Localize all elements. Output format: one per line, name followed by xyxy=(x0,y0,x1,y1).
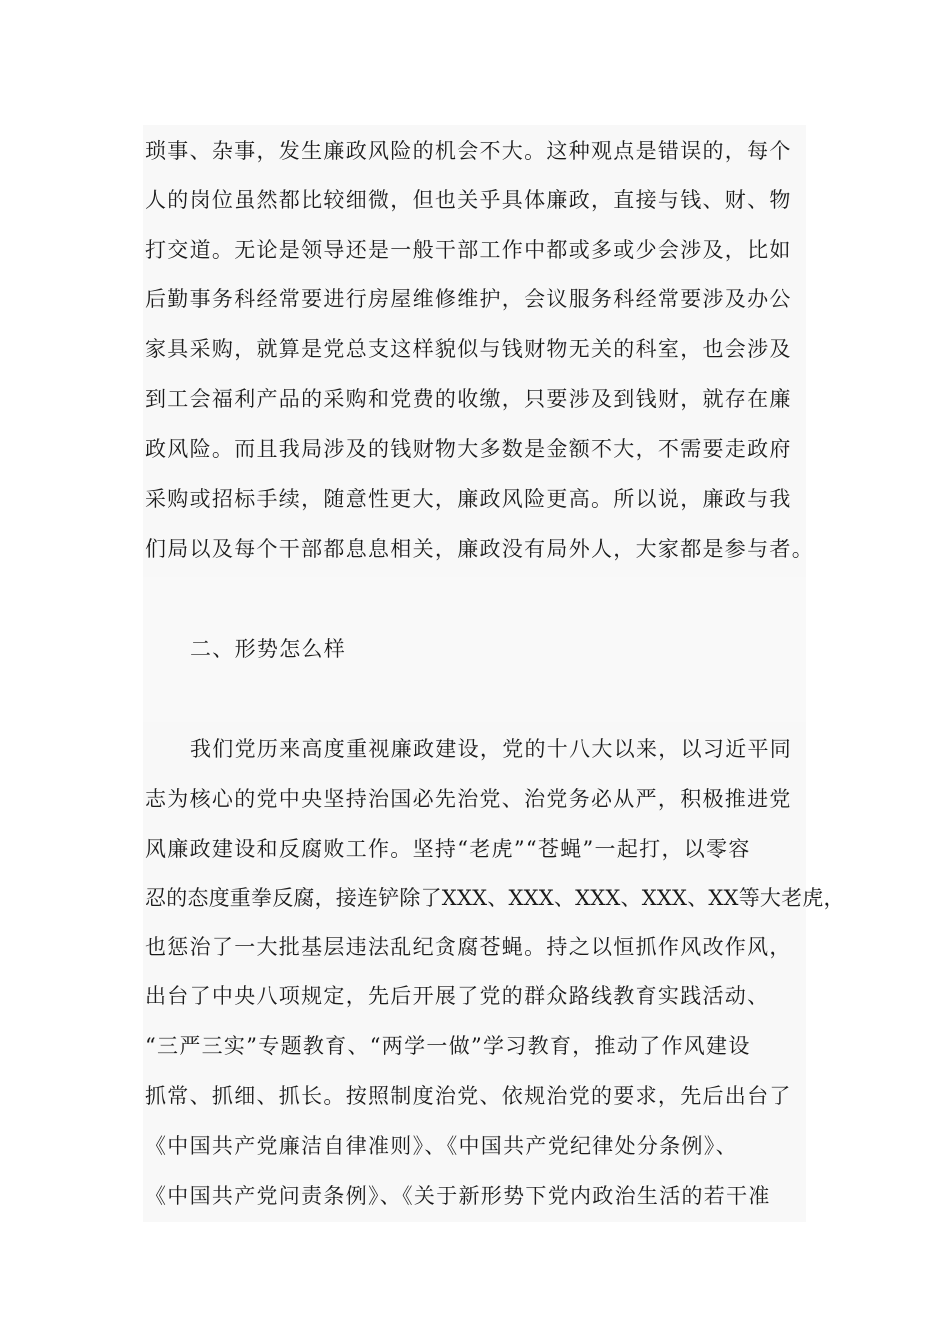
paragraph-line: 《中国共产党廉洁自律准则》、《中国共产党纪律处分条例》、 xyxy=(145,1134,738,1158)
paragraph-line: “三严三实”专题教育、“两学一做”学习教育，推动了作风建设 xyxy=(145,1034,751,1058)
paragraph-line: 忍的态度重拳反腐，接连铲除了XXX、XXX、XXX、XXX、XX等大老虎， xyxy=(145,886,845,910)
paragraph-line: 打交道。无论是领导还是一般干部工作中都或多或少会涉及，比如 xyxy=(145,238,792,262)
paragraph-line: 政风险。而且我局涉及的钱财物大多数是金额不大，不需要走政府 xyxy=(145,437,792,461)
paragraph-line: 琐事、杂事，发生廉政风险的机会不大。这种观点是错误的，每个 xyxy=(145,139,792,163)
paragraph-line: 我们党历来高度重视廉政建设，党的十八大以来，以习近平同 xyxy=(190,737,793,761)
paragraph-line: 志为核心的党中央坚持治国必先治党、治党务必从严，积极推进党 xyxy=(145,787,792,811)
paragraph-line: 《中国共产党问责条例》、《关于新形势下党内政治生活的若干准 xyxy=(145,1184,771,1208)
paragraph-line: 出台了中央八项规定，先后开展了党的群众路线教育实践活动、 xyxy=(145,984,770,1008)
paragraph-line: 也惩治了一大批基层违法乱纪贪腐苍蝇。持之以恒抓作风改作风， xyxy=(145,935,792,959)
paragraph-line: 采购或招标手续，随意性更大，廉政风险更高。所以说，廉政与我 xyxy=(145,487,792,511)
paragraph-line: 到工会福利产品的采购和党费的收缴，只要涉及到钱财，就存在廉 xyxy=(145,387,792,411)
section-heading: 二、形势怎么样 xyxy=(190,637,347,661)
paragraph-line: 们局以及每个干部都息息相关，廉政没有局外人，大家都是参与者。 xyxy=(145,537,814,561)
paragraph-line: 人的岗位虽然都比较细微，但也关乎具体廉政，直接与钱、财、物 xyxy=(145,188,792,212)
paragraph-line: 后勤事务科经常要进行房屋维修维护，会议服务科经常要涉及办公 xyxy=(145,287,792,311)
paragraph-line: 抓常、抓细、抓长。按照制度治党、依规治党的要求，先后出台了 xyxy=(145,1084,792,1108)
paragraph-line: 风廉政建设和反腐败工作。坚持“老虎”“苍蝇”一起打，以零容 xyxy=(145,837,751,861)
paragraph-line: 家具采购，就算是党总支这样貌似与钱财物无关的科室，也会涉及 xyxy=(145,337,792,361)
